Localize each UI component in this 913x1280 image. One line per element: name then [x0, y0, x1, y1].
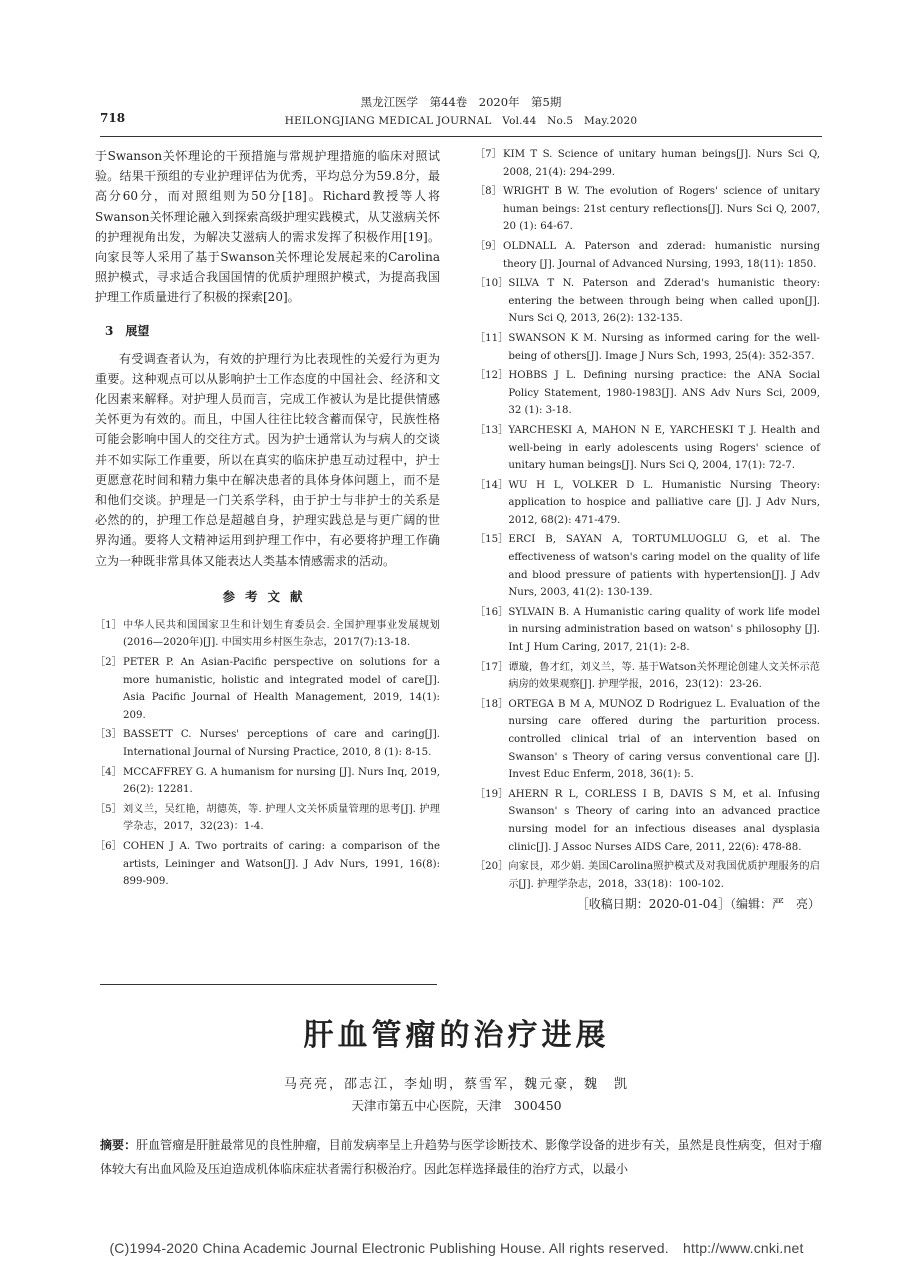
- reference-text: OLDNALL A. Paterson and zderad: humanistic nursing theory [J]. Journal of Advanced Nursing, 1993, 18(11): 1850.: [503, 240, 820, 270]
- reference-text: SYLVAIN B. A Humanistic caring quality of work life model in nursing administration based on watson' s philosophy [J]. Int J Hum Caring, 2017, 21(1): 2-8.: [508, 606, 820, 654]
- reference-number: ［7］: [475, 149, 502, 160]
- reference-number: ［5］: [95, 803, 122, 815]
- reference-number: ［19］: [475, 788, 509, 800]
- abstract: [100, 1133, 822, 1181]
- reference-list-left: [95, 617, 440, 891]
- page-header: [100, 94, 822, 134]
- reference-item: [95, 838, 440, 891]
- reference-text: PETER P. An Asian-Pacific perspective on solutions for a more humanistic, holistic and integrated model of care[J]. Asia Pacific Journal of Health Management, 2019, 14(1): 209.: [123, 657, 440, 721]
- reference-item: [475, 275, 820, 328]
- reference-number: ［16］: [475, 606, 509, 618]
- reference-item: [95, 764, 440, 799]
- reference-item: [95, 617, 440, 652]
- copyright-footer: (C)1994-2020 China Academic Journal Electronic Publishing House. All rights reserved. http://www.cnki.net: [109, 1240, 804, 1256]
- author-list: 马亮亮，邵志江，李灿明，蔡雪军，魏元豪，魏 凯: [283, 1077, 629, 1092]
- reference-text: 中华人民共和国国家卫生和计划生育委员会. 全国护理事业发展规划(2016—2020年)[J]. 中国实用乡村医生杂志，2017(7):13-18.: [123, 619, 440, 649]
- reference-number: ［13］: [475, 424, 509, 436]
- abstract-text: 肝血管瘤是肝脏最常见的良性肿瘤，目前发病率呈上升趋势与医学诊断技术、影像学设备的进步有关，虽然是良性病变，但对于瘤体较大有出血风险及压迫造成机体临床症状者需行积极治疗。因此怎样选择最佳的治疗方式，以最小: [100, 1138, 822, 1176]
- header-rule: [100, 136, 822, 137]
- reference-text: COHEN J A. Two portraits of caring: a comparison of the artists, Leininger and Watson[J]. J Adv Nurs, 1991, 16(8): 899-909.: [123, 840, 440, 888]
- reference-number: ［12］: [475, 370, 509, 382]
- reference-item: [475, 183, 820, 236]
- reference-text: ORTEGA B M A, MUNOZ D Rodriguez L. Evaluation of the nursing care offered during the parturition process. controlled clinical trial of an intervention based on Swanson' s Theory of caring versus conventional care [J]. Invest Educ Enferm, 2018, 36(1): 5.: [508, 698, 820, 781]
- reference-number: ［10］: [475, 278, 509, 290]
- reference-item: [475, 330, 820, 365]
- reference-item: [95, 801, 440, 836]
- reference-number: ［17］: [475, 661, 509, 673]
- reference-text: 谭璇，鲁才红，刘义兰，等. 基于Watson关怀理论创建人文关怀示范病房的效果观察[J]. 护理学报，2016，23(12)：23-26.: [508, 661, 820, 691]
- left-column: [95, 146, 440, 893]
- abstract-label: 摘要：: [100, 1138, 137, 1152]
- reference-item: [475, 858, 820, 893]
- reference-number: ［8］: [475, 186, 502, 198]
- reference-text: HOBBS J L. Defining nursing practice: the ANA Social Policy Statement, 1980-1983[J]. ANS Adv Nurs Sci, 2009, 32 (1): 3-18.: [508, 370, 820, 417]
- reference-item: [475, 696, 820, 784]
- reference-item: [475, 477, 820, 530]
- reference-text: YARCHESKI A, MAHON N E, YARCHESKI T J. Health and well-being in early adolescents using Rogers' science of unitary human beings[J]. Nurs Sci Q, 2004, 17(1): 72-7.: [508, 424, 820, 472]
- affiliation: 天津市第五中心医院，天津 300450: [351, 1098, 562, 1113]
- reference-item: [95, 654, 440, 724]
- reference-text: SILVA T N. Paterson and Zderad's humanistic theory: entering the between through being when called upon[J]. Nurs Sci Q, 2013, 26(2): 132-135.: [508, 278, 820, 325]
- reference-text: WRIGHT B W. The evolution of Rogers' science of unitary human beings: 21st century reflections[J]. Nurs Sci Q, 2007, 20 (1): 64-67.: [503, 186, 820, 233]
- right-column: [475, 146, 820, 912]
- reference-item: [475, 604, 820, 657]
- reference-item: [475, 367, 820, 420]
- journal-name-cn: 黑龙江医学 第44卷 2020年 第5期: [360, 95, 562, 109]
- references-heading: 参考文献: [222, 588, 313, 604]
- body-paragraph: 有受调查者认为，有效的护理行为比表现性的关爱行为更为重要。这种观点可以从影响护士工作态度的中国社会、经济和文化因素来解释。对护理人员而言，完成工作被认为是比提供情感关怀更为有效的。而且，中国人往往比较含蓄而保守，民族性格可能会影响中国人的交往方式。因为护士通常认为与病人的交谈并不如实际工作重要，所以在真实的临床护患互动过程中，护士更愿意花时间和精力集中在解决患者的具体身体问题上，而不是和他们交谈。护理是一门关系学科，由于护士与非护士的关系是必然的的，护理工作总是超越自身，护理实践总是与更广阔的世界沟通。要将人文精神运用到护理工作中，有必要将护理工作确立为一种既非常具体又能表达人类基本情感需求的活动。: [95, 351, 440, 568]
- reference-list-right: [475, 146, 820, 893]
- reference-text: 刘义兰，吴红艳，胡德英，等. 护理人文关怀质量管理的思考[J]. 护理学杂志，2017，32(23)：1-4.: [123, 803, 440, 833]
- reference-number: ［9］: [475, 240, 502, 252]
- reference-item: [475, 786, 820, 856]
- reference-text: WU H L, VOLKER D L. Humanistic Nursing Theory: application to hospice and palliative care [J]. J Adv Nurs, 2012, 68(2): 471-479.: [508, 479, 820, 526]
- reference-text: SWANSON K M. Nursing as informed caring for the well-being of others[J]. Image J Nurs Sch, 1993, 25(4): 352-357.: [508, 332, 820, 362]
- reference-item: [475, 422, 820, 475]
- reference-number: ［3］: [95, 729, 122, 741]
- reference-text: ERCI B, SAYAN A, TORTUMLUOGLU G, et al. The effectiveness of watson's caring model on the quality of life and blood pressure of patients with hypertension[J]. J Adv Nurs, 2003, 41(2): 130-139.: [508, 534, 820, 599]
- article-divider: [100, 984, 437, 985]
- reference-text: KIM T S. Science of unitary human beings[J]. Nurs Sci Q, 2008, 21(4): 294-299.: [503, 149, 820, 178]
- reference-number: ［18］: [475, 698, 509, 710]
- reference-number: ［14］: [475, 479, 509, 491]
- section-heading: 3 展望: [105, 323, 150, 338]
- reference-item: [475, 531, 820, 601]
- reference-number: ［15］: [475, 534, 509, 546]
- reference-text: MCCAFFREY G. A humanism for nursing [J]. Nurs Inq, 2019, 26(2): 12281.: [123, 766, 440, 796]
- reference-item: [95, 726, 440, 761]
- reference-text: 向家艮，邓少娟. 美国Carolina照护模式及对我国优质护理服务的启示[J]. 护理学杂志，2018，33(18)：100-102.: [508, 861, 820, 890]
- page-number: 718: [100, 111, 126, 125]
- received-date: ［收稿日期：2020-01-04］（编辑：严 亮）: [576, 897, 820, 912]
- journal-name-en: HEILONGJIANG MEDICAL JOURNAL Vol.44 No.5 May.2020: [284, 115, 638, 127]
- body-paragraph: 于Swanson关怀理论的干预措施与常规护理措施的临床对照试验。结果干预组的专业护理评估为优秀，平均总分为59.8分，最高分60分，而对照组则为50分[18]。Richard教授等人将Swanson关怀理论融入到探索高级护理实践模式，从艾滋病关怀的护理视角出发，为解决艾滋病人的需求发挥了积极作用[19]。向家艮等人采用了基于Swanson关怀理论发展起来的Carolina照护模式，寻求适合我国国情的优质护理照护模式，为提高我国护理工作质量进行了积极的探索[20]。: [95, 149, 440, 305]
- reference-number: ［6］: [95, 840, 122, 852]
- reference-item: [475, 146, 820, 181]
- reference-text: BASSETT C. Nurses' perceptions of care and caring[J]. International Journal of Nursing Practice, 2010, 8 (1): 8-15.: [123, 729, 440, 759]
- reference-number: ［4］: [95, 766, 122, 778]
- article-title: 肝血管瘤的治疗进展: [303, 1018, 610, 1053]
- reference-number: ［2］: [95, 657, 122, 669]
- reference-number: ［1］: [95, 619, 122, 631]
- reference-item: [475, 659, 820, 694]
- reference-item: [475, 238, 820, 273]
- reference-number: ［20］: [475, 861, 509, 873]
- reference-text: AHERN R L, CORLESS I B, DAVIS S M, et al. Infusing Swanson' s Theory of caring into an advanced practice nursing model for an infectious diseases anal dysplasia clinic[J]. J Assoc Nurses AIDS Care, 2011, 22(6): 478-88.: [508, 788, 820, 853]
- reference-number: ［11］: [475, 332, 509, 344]
